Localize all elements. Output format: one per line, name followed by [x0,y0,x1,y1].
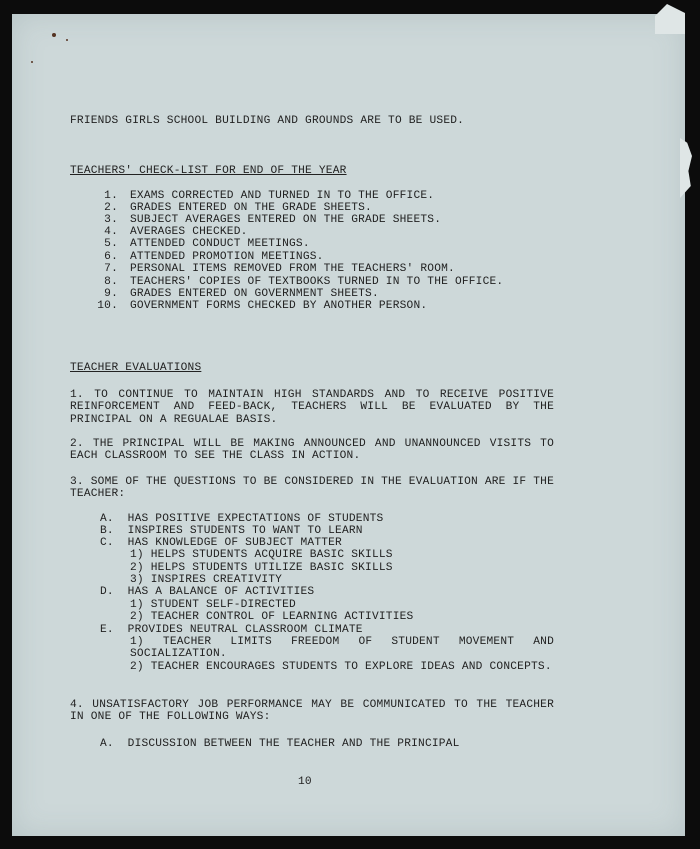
checklist-number: 1. [104,190,118,202]
page-number: 10 [298,776,312,788]
intro-line: FRIENDS GIRLS SCHOOL BUILDING AND GROUNDS ARE TO BE USED. [70,115,465,127]
criterion-c-1: 1) HELPS STUDENTS ACQUIRE BASIC SKILLS [130,549,393,561]
checklist-number: 5. [104,238,118,250]
checklist-item: SUBJECT AVERAGES ENTERED ON THE GRADE SHEETS. [130,214,442,226]
criterion-d-1: 1) STUDENT SELF-DIRECTED [130,599,296,611]
checklist-item: GRADES ENTERED ON THE GRADE SHEETS. [130,202,372,214]
evaluation-paragraph-4: 4. UNSATISFACTORY JOB PERFORMANCE MAY BE COMMUNICATED TO THE TEACHER IN ONE OF THE FOLLOWING WAYS: [70,699,554,724]
checklist-number: 8. [104,276,118,288]
ink-speck [52,33,56,37]
checklist-item: EXAMS CORRECTED AND TURNED IN TO THE OFFICE. [130,190,435,202]
criterion-c: C. HAS KNOWLEDGE OF SUBJECT MATTER [100,537,342,549]
checklist-number: 3. [104,214,118,226]
checklist-item: AVERAGES CHECKED. [130,226,248,238]
criterion-d-2: 2) TEACHER CONTROL OF LEARNING ACTIVITIES [130,611,414,623]
checklist-number: 10. [97,300,118,312]
criterion-d: D. HAS A BALANCE OF ACTIVITIES [100,586,315,598]
criterion-e: E. PROVIDES NEUTRAL CLASSROOM CLIMATE [100,624,363,636]
checklist-item: ATTENDED CONDUCT MEETINGS. [130,238,310,250]
criterion-e-1: 1) TEACHER LIMITS FREEDOM OF STUDENT MOVEMENT AND SOCIALIZATION. [130,636,554,661]
checklist-item: TEACHERS' COPIES OF TEXTBOOKS TURNED IN TO THE OFFICE. [130,276,504,288]
checklist-item: GOVERNMENT FORMS CHECKED BY ANOTHER PERSON. [130,300,428,312]
evaluation-paragraph-1: 1. TO CONTINUE TO MAINTAIN HIGH STANDARDS AND TO RECEIVE POSITIVE REINFORCEMENT AND FEED-BACK, TEACHERS WILL BE EVALUATED BY THE PRINCIPAL ON A REGUALAE BASIS. [70,389,554,426]
evaluation-paragraph-4a: A. DISCUSSION BETWEEN THE TEACHER AND THE PRINCIPAL [100,738,460,750]
evaluations-heading: TEACHER EVALUATIONS [70,362,202,374]
criterion-a: A. HAS POSITIVE EXPECTATIONS OF STUDENTS [100,513,384,525]
checklist-heading: TEACHERS' CHECK-LIST FOR END OF THE YEAR [70,165,347,177]
checklist-number: 7. [104,263,118,275]
criterion-c-2: 2) HELPS STUDENTS UTILIZE BASIC SKILLS [130,562,393,574]
criterion-e-2: 2) TEACHER ENCOURAGES STUDENTS TO EXPLORE IDEAS AND CONCEPTS. [130,661,552,673]
criterion-c-3: 3) INSPIRES CREATIVITY [130,574,283,586]
checklist-number: 9. [104,288,118,300]
torn-corner [655,4,685,34]
checklist-number: 2. [104,202,118,214]
torn-edge [680,138,692,198]
criterion-b: B. INSPIRES STUDENTS TO WANT TO LEARN [100,525,363,537]
checklist-item: PERSONAL ITEMS REMOVED FROM THE TEACHERS' ROOM. [130,263,455,275]
checklist-number: 4. [104,226,118,238]
checklist-item: GRADES ENTERED ON GOVERNMENT SHEETS. [130,288,379,300]
checklist-number: 6. [104,251,118,263]
ink-speck [31,61,33,63]
checklist-item: ATTENDED PROMOTION MEETINGS. [130,251,324,263]
evaluation-paragraph-3: 3. SOME OF THE QUESTIONS TO BE CONSIDERED IN THE EVALUATION ARE IF THE TEACHER: [70,476,554,501]
ink-speck [66,39,68,41]
evaluation-paragraph-2: 2. THE PRINCIPAL WILL BE MAKING ANNOUNCED AND UNANNOUNCED VISITS TO EACH CLASSROOM TO SEE THE CLASS IN ACTION. [70,438,554,463]
